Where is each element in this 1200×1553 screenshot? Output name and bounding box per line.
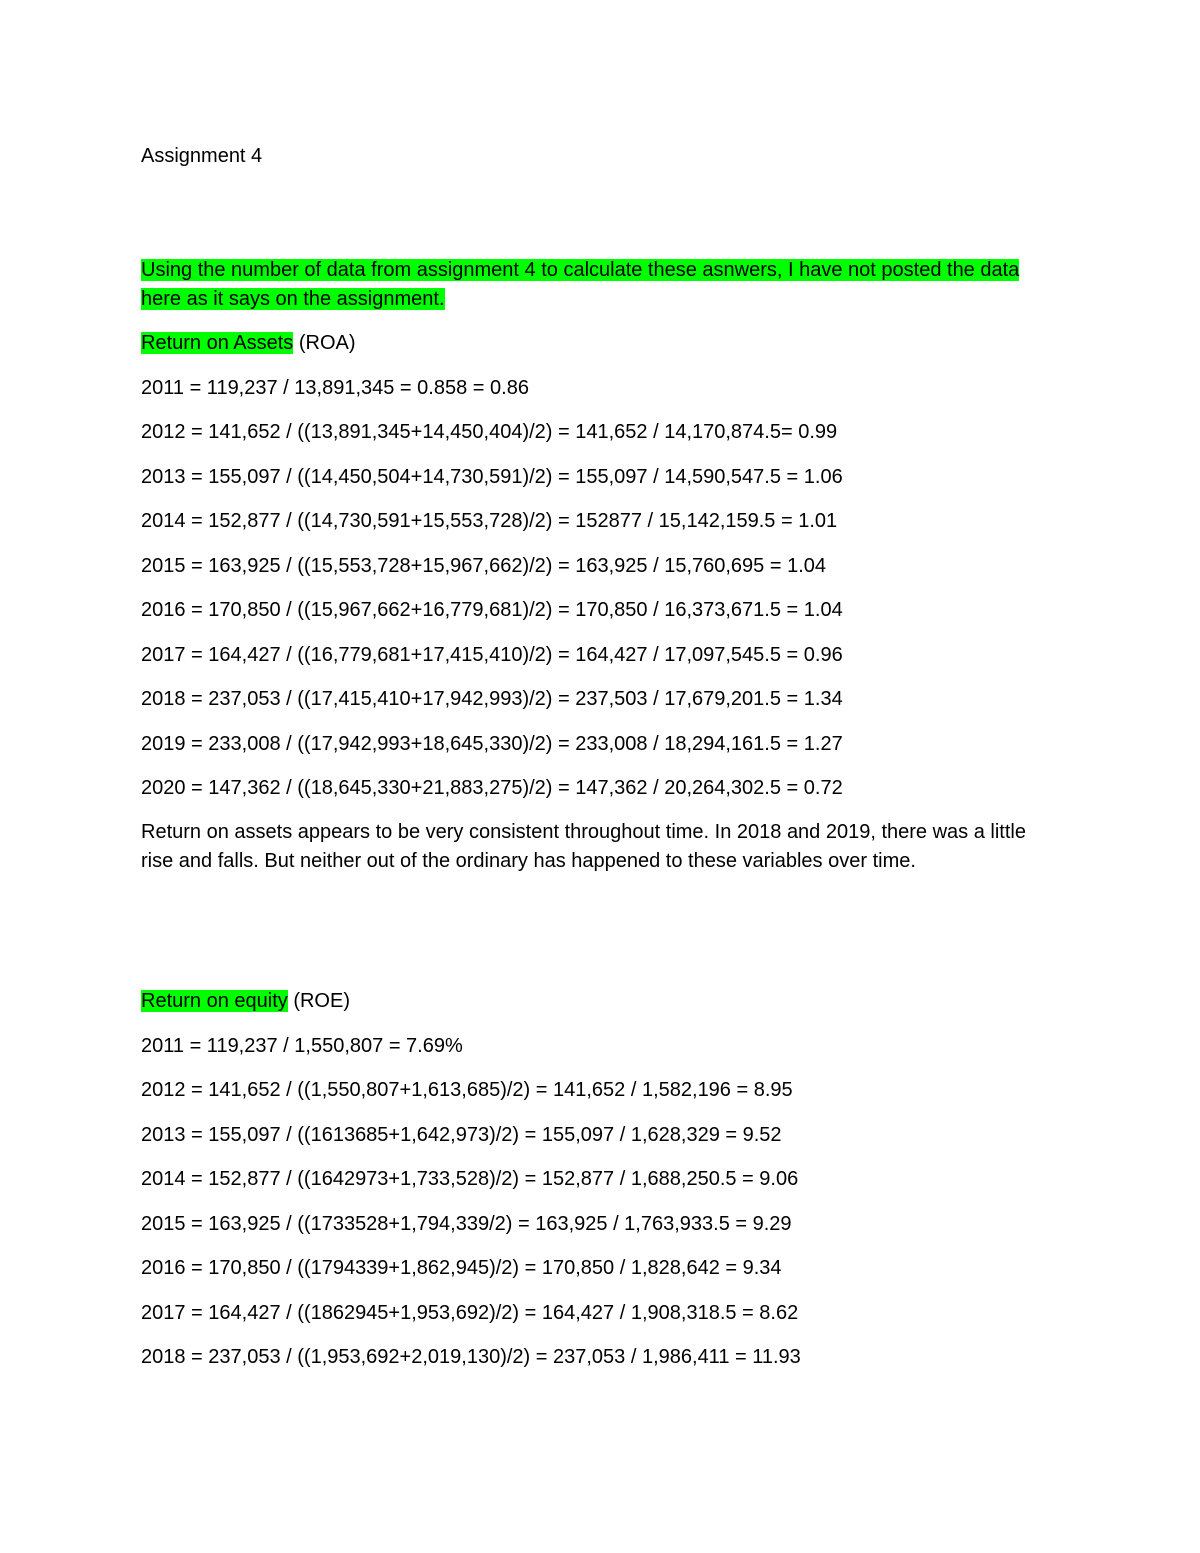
roe-heading: [141, 987, 1061, 1016]
roe-heading-suffix: (ROE): [287, 990, 350, 1012]
roe-line-2015: 2015 = 163,925 / ((1733528+1,794,339/2) = 163,925 / 1,763,933.5 = 9.29: [141, 1212, 792, 1235]
roa-line-2014: 2014 = 152,877 / ((14,730,591+15,553,728)/2) = 152877 / 15,142,159.5 = 1.01: [141, 510, 838, 532]
roa-line-2016: 2016 = 170,850 / ((15,967,662+16,779,681)/2) = 170,850 / 16,373,671.5 = 1.04: [141, 599, 843, 621]
roa-heading-highlight: Return on Assets: [141, 332, 294, 354]
roe-line-2012: 2012 = 141,652 / ((1,550,807+1,613,685)/2) = 141,652 / 1,582,196 = 8.95: [141, 1079, 793, 1101]
roe-line-2011: 2011 = 119,237 / 1,550,807 = 7.69%: [141, 1034, 463, 1057]
roa-heading: [141, 329, 1061, 358]
document-body: [141, 140, 1061, 1372]
intro-note-highlight: Using the number of data from assignment 4 to calculate these asnwers, I have not posted the data here as it says on the assignment.: [141, 259, 1020, 310]
roa-line-2011: 2011 = 119,237 / 13,891,345 = 0.858 = 0.86: [141, 376, 529, 399]
roa-line-2020: 2020 = 147,362 / ((18,645,330+21,883,275)/2) = 147,362 / 20,264,302.5 = 0.72: [141, 777, 843, 799]
roa-section: [141, 329, 1061, 876]
document-title: Assignment 4: [141, 145, 263, 167]
roe-line-2017: 2017 = 164,427 / ((1862945+1,953,692)/2) = 164,427 / 1,908,318.5 = 8.62: [141, 1301, 799, 1324]
roe-line-2014: 2014 = 152,877 / ((1642973+1,733,528)/2) = 152,877 / 1,688,250.5 = 9.06: [141, 1168, 799, 1190]
roa-line-2012: 2012 = 141,652 / ((13,891,345+14,450,404)/2) = 141,652 / 14,170,874.5= 0.99: [141, 421, 838, 443]
intro-note: [141, 256, 1051, 314]
roa-line-2019: 2019 = 233,008 / ((17,942,993+18,645,330)/2) = 233,008 / 18,294,161.5 = 1.27: [141, 732, 843, 755]
roa-heading-suffix: (ROA): [293, 332, 356, 354]
roe-heading-highlight: Return on equity: [141, 990, 288, 1012]
roe-line-2016: 2016 = 170,850 / ((1794339+1,862,945)/2) = 170,850 / 1,828,642 = 9.34: [141, 1257, 782, 1279]
roe-section: [141, 987, 1061, 1372]
roa-line-2015: 2015 = 163,925 / ((15,553,728+15,967,662)/2) = 163,925 / 15,760,695 = 1.04: [141, 554, 827, 577]
roa-summary: Return on assets appears to be very consistent throughout time. In 2018 and 2019, there was a little rise and falls. But neither out of the ordinary has happened to these variables over time.: [141, 821, 1026, 872]
roa-line-2013: 2013 = 155,097 / ((14,450,504+14,730,591)/2) = 155,097 / 14,590,547.5 = 1.06: [141, 465, 843, 488]
roa-line-2017: 2017 = 164,427 / ((16,779,681+17,415,410)/2) = 164,427 / 17,097,545.5 = 0.96: [141, 643, 843, 666]
roa-line-2018: 2018 = 237,053 / ((17,415,410+17,942,993)/2) = 237,503 / 17,679,201.5 = 1.34: [141, 688, 843, 710]
roe-line-2018: 2018 = 237,053 / ((1,953,692+2,019,130)/2) = 237,053 / 1,986,411 = 11.93: [141, 1346, 801, 1368]
roe-line-2013: 2013 = 155,097 / ((1613685+1,642,973)/2) = 155,097 / 1,628,329 = 9.52: [141, 1123, 782, 1146]
